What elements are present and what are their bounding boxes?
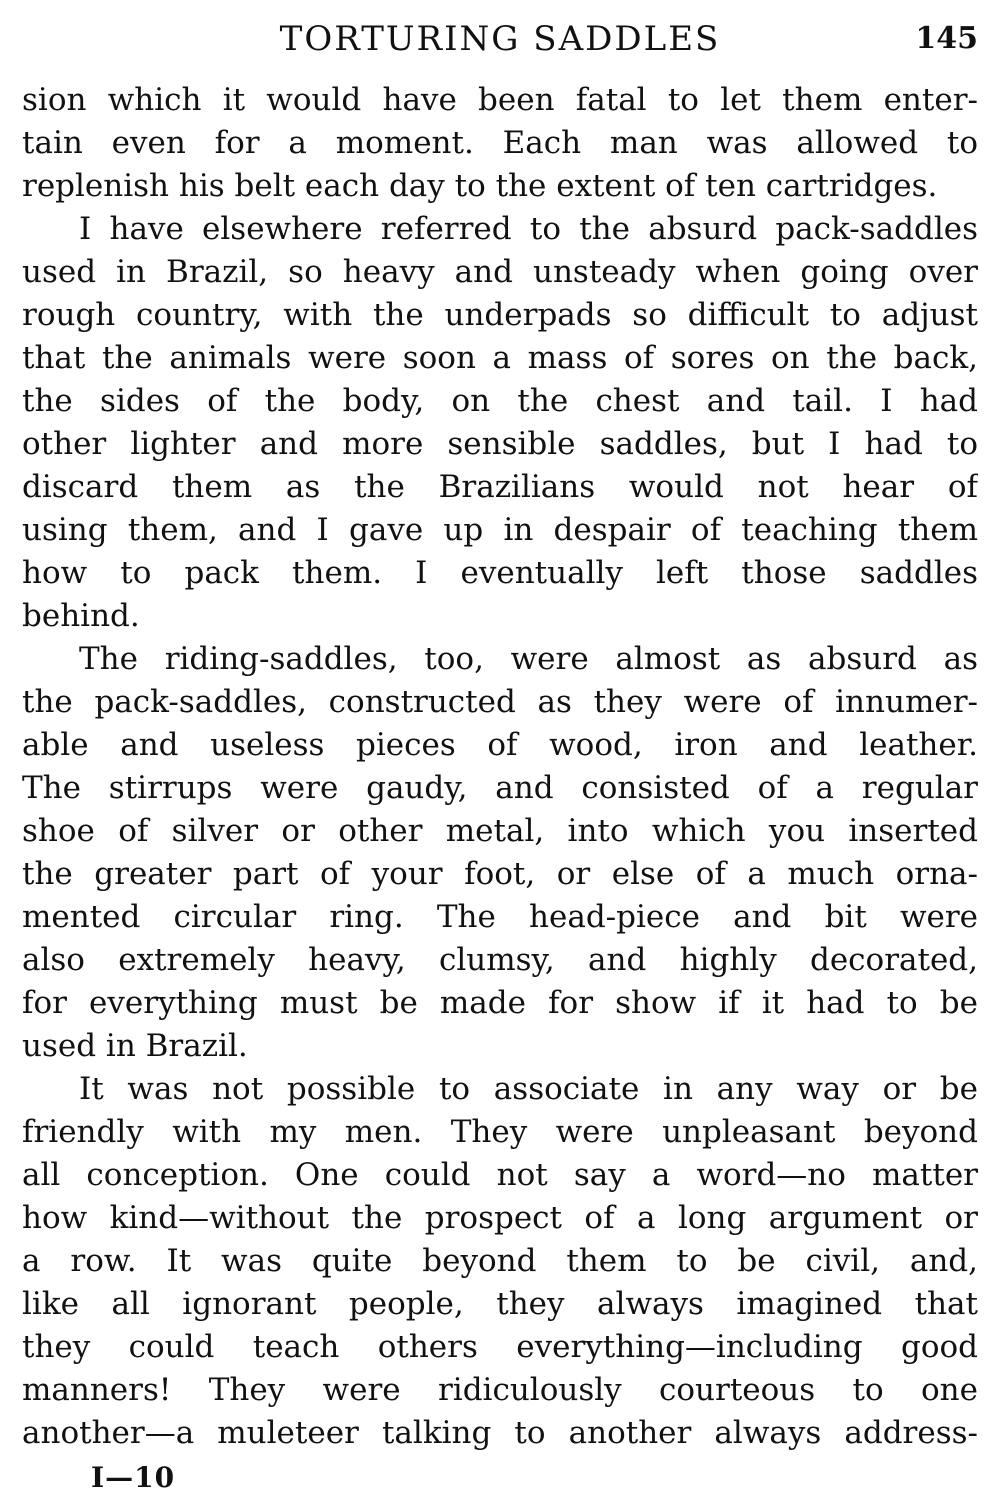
body-text — [22, 79, 978, 1455]
text-line: The stirrups were gaudy, and consisted of a regular — [22, 770, 978, 806]
running-head — [22, 14, 978, 64]
text-line: able and useless pieces of wood, iron and leather. — [22, 727, 978, 763]
signature-mark: I—10 — [91, 1461, 176, 1494]
text-line: It was not possible to associate in any way or be — [79, 1071, 978, 1107]
text-line: friendly with my men. They were unpleasant beyond — [22, 1114, 978, 1150]
text-line: sion which it would have been fatal to let them enter- — [22, 82, 978, 118]
text-line: manners! They were ridiculously courteous to one — [22, 1372, 978, 1408]
text-line: the sides of the body, on the chest and tail. I had — [22, 383, 978, 419]
running-title: TORTURING SADDLES — [279, 19, 721, 59]
text-line: another—a muleteer talking to another always address- — [22, 1415, 978, 1451]
text-line: all conception. One could not say a word—no matter — [22, 1157, 978, 1193]
text-line: like all ignorant people, they always imagined that — [22, 1286, 978, 1322]
text-line: replenish his belt each day to the extent of ten cartridges. — [22, 168, 938, 204]
text-line: also extremely heavy, clumsy, and highly decorated, — [22, 942, 978, 978]
text-line: using them, and I gave up in despair of teaching them — [22, 512, 978, 548]
text-line: how to pack them. I eventually left those saddles — [22, 555, 978, 591]
text-line: for everything must be made for show if it had to be — [22, 985, 978, 1021]
text-line: that the animals were soon a mass of sores on the back, — [22, 340, 978, 376]
text-line: tain even for a moment. Each man was allowed to — [22, 125, 978, 161]
text-line: I have elsewhere referred to the absurd pack-saddles — [79, 211, 978, 247]
page-number: 145 — [915, 21, 978, 56]
text-line: discard them as the Brazilians would not hear of — [22, 469, 978, 505]
text-line: other lighter and more sensible saddles, but I had to — [22, 426, 978, 462]
text-line: shoe of silver or other metal, into which you inserted — [22, 813, 978, 849]
text-line: used in Brazil, so heavy and unsteady when going over — [22, 254, 978, 290]
text-line: used in Brazil. — [22, 1028, 248, 1064]
text-line: mented circular ring. The head-piece and bit were — [22, 899, 978, 935]
text-line: behind. — [22, 598, 140, 634]
text-line: the pack-saddles, constructed as they were of innumer- — [22, 684, 978, 720]
text-line: a row. It was quite beyond them to be civil, and, — [22, 1243, 978, 1279]
text-line: how kind—without the prospect of a long argument or — [22, 1200, 978, 1236]
text-line: the greater part of your foot, or else of a much orna- — [22, 856, 978, 892]
text-line: The riding-saddles, too, were almost as absurd as — [79, 641, 978, 677]
text-line: they could teach others everything—including good — [22, 1329, 978, 1365]
text-line: rough country, with the underpads so difficult to adjust — [22, 297, 978, 333]
